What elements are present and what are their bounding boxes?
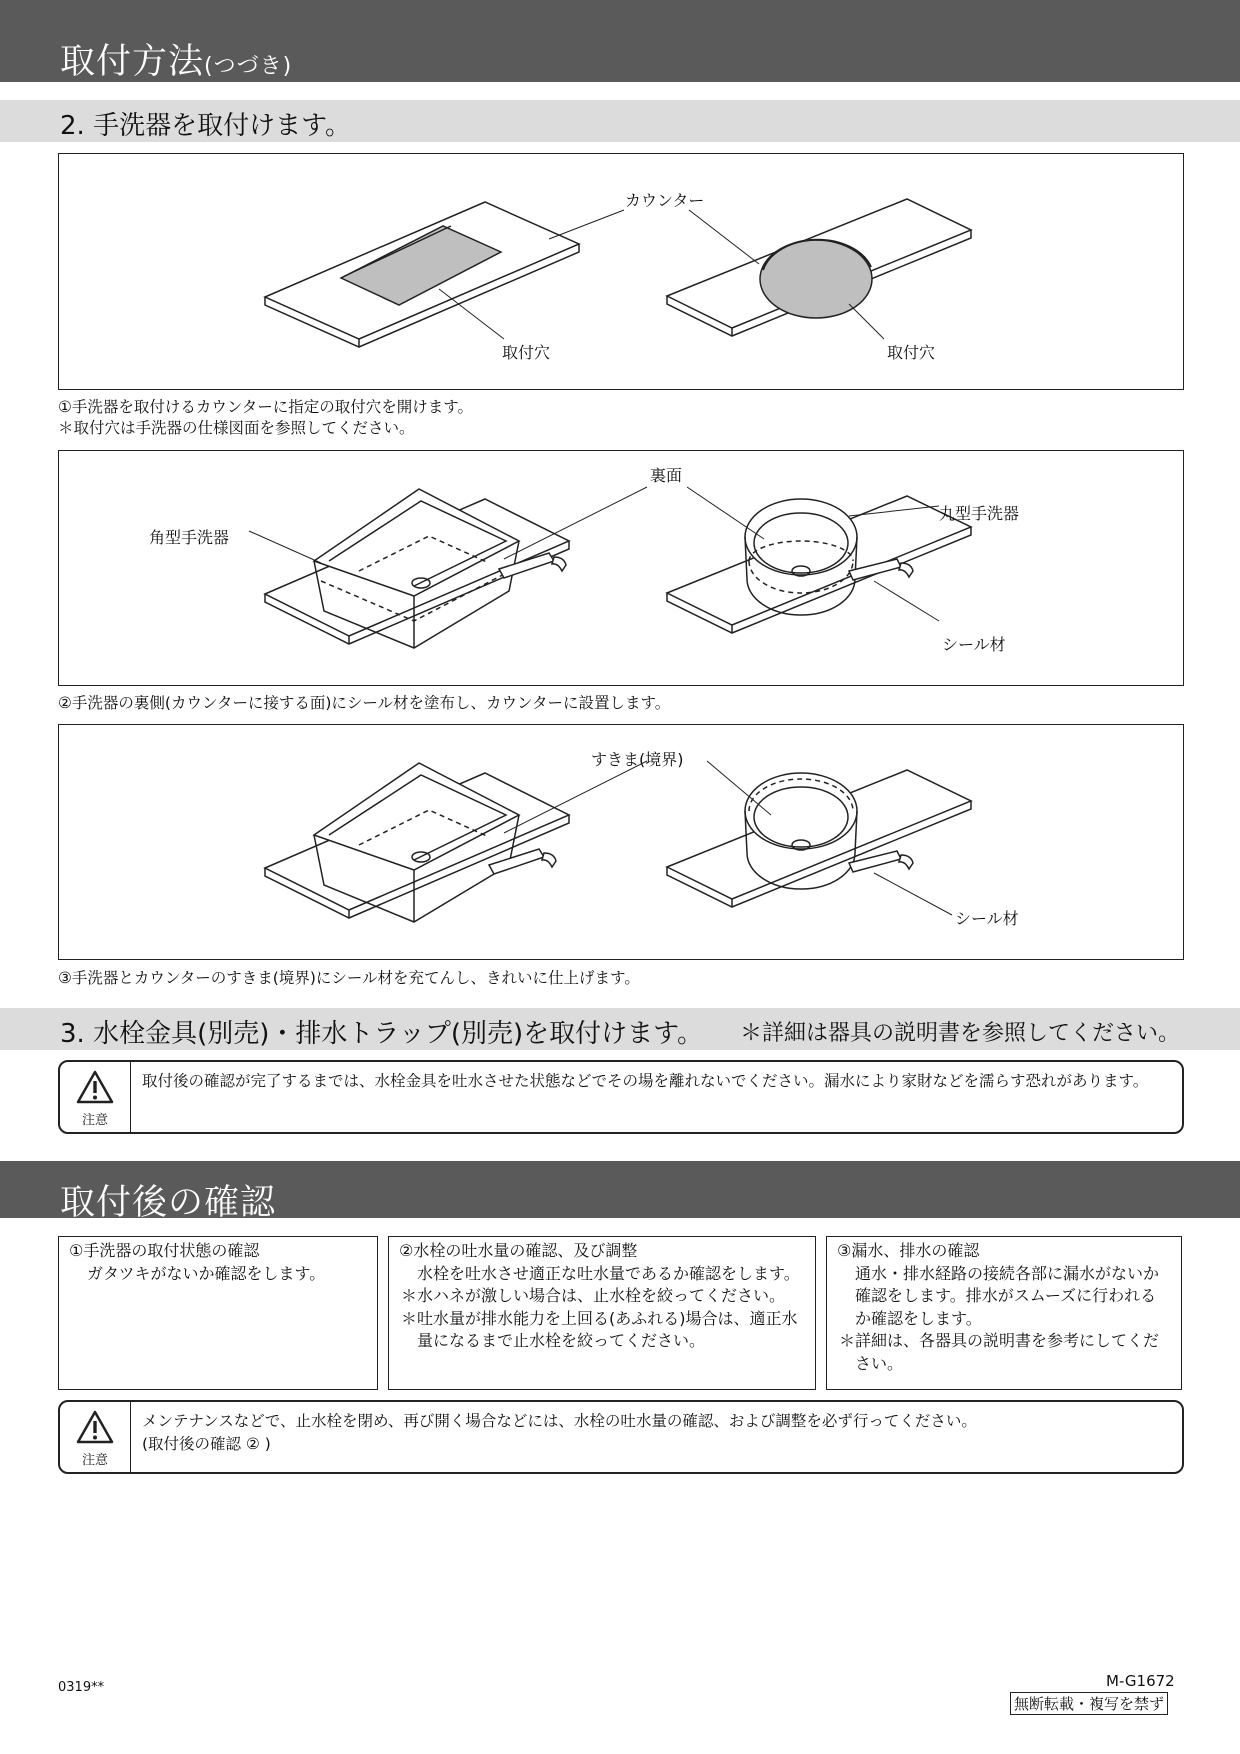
figure-sealant-back [58,450,1184,686]
step3-heading-band [0,1008,1240,1050]
caution-label: 注意 [81,1453,108,1468]
leader-line [874,873,952,915]
label-sealant: シール材 [942,635,1006,654]
step2-heading-band [0,100,1240,142]
confirm-band [0,1161,1240,1223]
figure-counter-holes [58,153,1184,390]
step3-heading: 3. 水栓金具(別売)・排水トラップ(別売)を取付けます。 [60,1019,704,1049]
label-gap: すきま(境界) [591,750,684,769]
leader-line [549,210,624,239]
confirm-box-1: ①手洗器の取付状態の確認 ガタツキがないか確認をします。 [58,1236,378,1390]
figure-sealant-gap [58,724,1184,960]
warning-icon [76,1070,114,1104]
label-sealant: シール材 [955,909,1019,928]
leader-line [689,210,759,264]
label-hole-right: 取付穴 [887,343,936,362]
caption-step2-2: ②手洗器の裏側(カウンターに接する面)にシール材を塗布し、カウンターに設置します。 [58,694,671,712]
leader-line [874,581,939,621]
leader-line [687,487,764,539]
caution-text: 取付後の確認が完了するまでは、水栓金具を吐水させた状態などでその場を離れないでください。漏水により家財などを濡らす恐れがあります。 [142,1072,1149,1090]
confirm-title: 取付後の確認 [60,1183,277,1223]
confirm-box-2: ②水栓の吐水量の確認、及び調整 水栓を吐水させ適正な吐水量であるか確認をします。 ＊水ハネが激しい場合は、止水栓を絞ってください。 ＊吐水量が排水能力を上回る(あふれる)場合は、適正水量になるまで止水栓を絞ってください。 [388,1236,816,1390]
label-square-basin: 角型手洗器 [149,528,230,547]
caution-box-2 [58,1400,1184,1474]
confirm-box-3: ③漏水、排水の確認 通水・排水経路の接続各部に漏水がないか確認をします。排水がスムーズに行われるか確認をします。 ＊詳細は、各器具の説明書を参考にしてください。 [826,1236,1182,1390]
step3-note: ＊詳細は器具の説明書を参照してください。 [740,1021,1181,1046]
warning-icon [76,1410,114,1444]
page-title: 取付方法(つづき) [60,42,293,82]
sealant-back-illustration [59,451,1183,685]
label-round-basin: 丸型手洗器 [939,504,1020,523]
step2-heading: 2. 手洗器を取付けます。 [60,111,351,141]
caption-step2-3: ③手洗器とカウンターのすきま(境界)にシール材を充てんし、きれいに仕上げます。 [58,969,640,987]
label-back: 裏面 [650,466,683,485]
header-band [0,0,1240,82]
counter-hole-illustration [59,154,1183,389]
label-counter: カウンター [625,191,705,210]
copyright-notice: 無断転載・複写を禁ず [1010,1692,1168,1715]
caption-step2-1: ①手洗器を取付けるカウンターに指定の取付穴を開けます。 ＊取付穴は手洗器の仕様図面を参照してください。 [58,398,474,437]
caution-box-1 [58,1060,1184,1134]
caution-text: メンテナンスなどで、止水栓を閉め、再び開く場合などには、水栓の吐水量の確認、および調整を必ず行ってください。 (取付後の確認 ② ) [142,1412,977,1453]
footer-code: 0319** [58,1680,105,1695]
document-number: M-G1672 [1106,1672,1175,1690]
caution-label: 注意 [81,1113,108,1128]
leader-line [439,289,504,339]
label-hole-left: 取付穴 [502,343,551,362]
leader-line [849,304,884,339]
leader-line [249,531,321,563]
